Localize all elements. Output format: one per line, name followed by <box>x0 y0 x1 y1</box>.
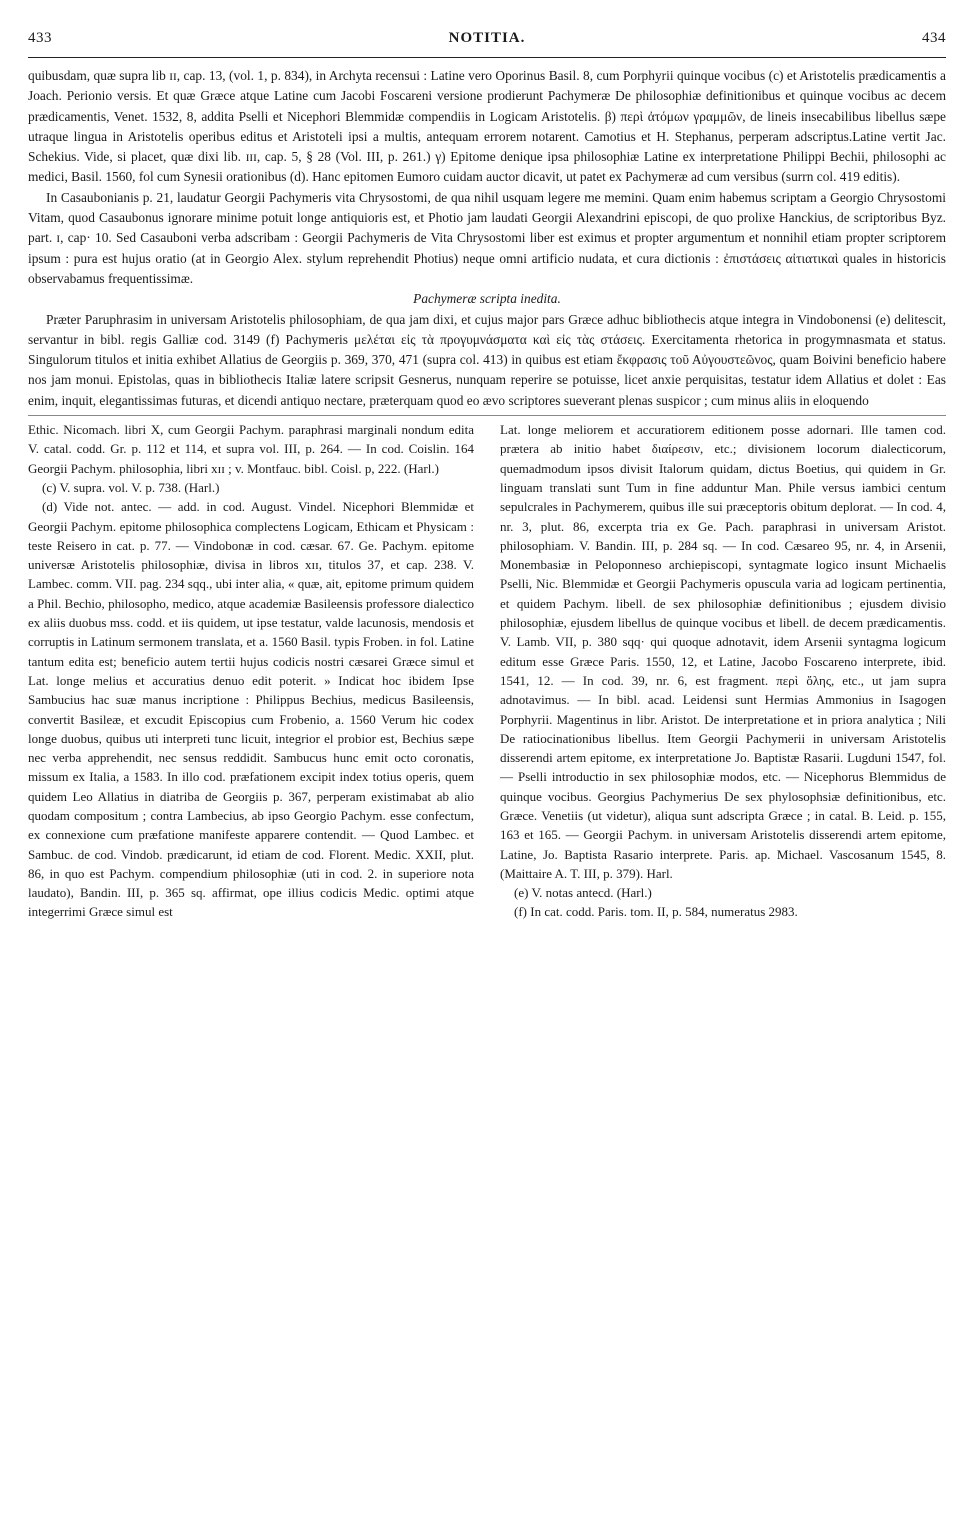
running-title: NOTITIA. <box>448 30 526 46</box>
footnotes <box>28 415 946 922</box>
footnote-d: (d) Vide not. antec. — add. in cod. August. Vindel. Nicephori Blemmidæ et Georgii Pachym. epitome philosophica complectens Logicam, Ethicam et Physicam : teste Reisero in cat. p. 77. — Vindobonæ in cod. cæsar. 67. Ge. Pachym. epitome universæ Aristotelis philosophiæ, divisa in libros xɪɪ, titulos 37, et cap. 238. V. Lambec. comm. VII. pag. 234 sqq., ubi inter alia, « quæ, ait, epitome primum quidem a Phil. Bechio, philosopho, medico, atque academiæ Basileensis professore dialectico ex aliis duobus mss. codd. et iis quidem, ut ipse testatur, valde lacunosis, mendosis et corruptis in Latinum sermonem translata, et a. 1560 Basil. typis Froben. in fol. Latine tantum edita est; beneficio autem tertii hujus codicis nostri cæsarei Græce simul et Lat. longe melius et accuratius denuo edit poterit. » Indicat hoc ibidem Ipse Sambucius hac suæ manus incriptione : Philippus Bechius, medicus Basileensis, convertit Basileæ, et excudit Episcopius cum Frobenio, a. 1560 Verum hic codex longe duobus, quibus uti interpreti tunc licuit, integrior el probior est, Bechius sæpe nec verba apprehendit, nec sensus reddidit. Sambucus hunc emit octo coronatis, missum ex Italia, a 1583. In illo cod. præfationem excipit index totius operis, quem quidem Leo Allatius in diatriba de Georgiis p. 367, perperam existimabat ab alio quodam compositum ; contra Lambecius, ab ipso Georgio Pachym. esse confectum, ex connexione cum præfatione manifeste apparere contendit. — Quod Lambec. et Sambuc. de cod. Vindob. prædicarunt, id etiam de cod. Florent. Medic. XXII, plut. 86, in quo est Pachym. compendium philosophiæ (uti in cod. 2. in superiore nota laudato), Bandin. III, p. 365 sq. affirmat, ope illius codicis Medic. optimi atque integerrimi Græce simul est <box>28 499 474 920</box>
footnote-c: (c) V. supra. vol. V. p. 738. (Harl.) <box>42 479 220 495</box>
paragraph-2: In Casaubonianis p. 21, laudatur Georgii Pachymeris vita Chrysostomi, de qua nihil usquam legere me memini. Quam enim habemus scriptam a Georgio Chrysostomi Vitam, quod Casaubonus ignorare minime potuit longe antiquioris est, et Photio jam laudati Georgii Alexandrini episcopi, de quo prolixe Hanckius, de scriptoribus Byz. part. ɪ, cap· 10. Sed Casauboni verba adscribam : Georgii Pachymeris de Vita Chrysostomi liber est eximus et propter argumentum et nonnihil etiam propter scriptorem ipsum : pura est hujus oratio (at in Georgio Alex. stylum reprehendit Photius) neque omni artificio nudata, et cura dictionis : ἐπιστάσεις αἰτιατικαὶ quales in historicis observabamus frequentissimæ. <box>28 189 947 286</box>
right-page-number: 434 <box>922 30 946 46</box>
footnote-continuation: Ethic. Nicomach. libri X, cum Georgii Pachym. paraphrasi marginali nondum edita V. catal. codd. Gr. p. 112 et 114, et supra vol. III, p. 264. — In cod. Coislin. 164 Georgii Pachym. philosophia, libri xɪɪ ; v. Montfauc. bibl. Coisl. p, 222. (Harl.) <box>28 422 474 476</box>
paragraph-3: Præter Paruphrasim in universam Aristotelis philosophiam, de qua jam dixi, et cujus major pars Græce adhuc bibliothecis atque integra in Vindobonensi (e) delitescit, servantur in bibl. regis Galliæ cod. 3149 (f) Pachymeris μελέται εἰς τὰ προγυμνάσματα καὶ εἰς τὰς στάσεις. Exercitamenta rhetorica in progymnasmata et status. Singulorum titulos et initia exhibet Allatius de Georgiis p. 369, 370, 471 (supra col. 413) in quibus est etiam ἔκφρασις τοῦ Αὐγουστεῶνος, quam Boivini beneficio habere nos jam monui. Epistolas, quas in bibliothecis Italiæ latere scripsit Gesnerus, nunquam reperire se potuisse, licet anxie perquisitas, testatur idem Allatius et dolet : Eas enim, inquit, elegantissimas futuras, et dicendi antiquo nectare, præterquam quod eo ævo scriptores sueverant plenas suspicor ; cum minus aliis in eloquendo <box>28 311 946 408</box>
left-page-number: 433 <box>28 30 52 46</box>
footnotes-right-column <box>500 420 946 922</box>
footnote-e: (e) V. notas antecd. (Harl.) <box>514 885 652 901</box>
footnotes-left-column <box>28 420 474 922</box>
paragraph-1: quibusdam, quæ supra lib ɪɪ, cap. 13, (vol. 1, p. 834), in Archyta recensui : Latine vero Oporinus Basil. 8, cum Porphyrii quinque vocibus (c) et Aristotelis prædicamentis a Joach. Perionio versis. Et quæ Græce atque Latine cum Jacobi Foscareni versione prodierunt Pachymeræ De philosophiæ definitionibus et quinque vocibus ac decem prædicamentis, Venet. 1532, 8, addita Pselli et Nicephori Blemmidæ compendiis in Logicam Aristotelis. β) περὶ ἀτόμων γραμμῶν, de lineis insecabilibus libellus sæpe utraque lingua in Aristotelis operibus editus et Aristoteli ipsi a multis, antequam errorem notarent. Camotius et H. Stephanus, perperam adscriptus.Latine vertit Jac. Schekius. Vide, si placet, quæ dixi lib. ɪɪɪ, cap. 5, § 28 (Vol. III, p. 261.) γ) Epitome denique ipsa philosophiæ Latine ex interpretatione Philippi Bechii, philosophi ac medici, Basil. 1560, fol cum Synesii orationibus (d). Hanc epitomen Eumoro cuidam auctor dicavit, ut patet ex Pachymeræ ad cum versibus (surrn col. 419 editis). <box>28 68 946 185</box>
main-text <box>28 66 946 411</box>
footnote-f: (f) In cat. codd. Paris. tom. II, p. 584, numeratus 2983. <box>514 904 798 920</box>
section-heading: Pachymeræ scripta inedita. <box>413 291 561 307</box>
footnote-d-continuation: Lat. longe meliorem et accuratiorem editionem posse adornari. Ille tamen cod. prætera ab initio habet διαίρεσιν, etc.; divisionem locorum dialecticorum, quemadmodum ipsos divisit Italorum quidam, dictus Boetius, qui quidem in Gr. linguam translati sunt Tum in fine adduntur Man. Phile versus iambici centum sepulcrales in Pachymerem, quibus ille sui præceptoris obitum deplorat. — In cod. 4, nr. 3, plut. 86, excerpta tria ex Ge. Pach. paraphrasi in universam Aristot. philosophiam. V. Bandin. III, p. 284 sq. — In cod. Cæsareo 95, nr. 4, in Arsenii, Monembasiæ in Peloponneso archiepiscopi, syntagmate logico insunt Michaelis Pselli, Nic. Blemmidæ et Georgii Pachymeris opuscula varia ad logicam pertinentia, et quidem Pachym. libell. de sex philosophiæ definitionibus ; ejusdem divisio philosophiæ, ejusdem libellus de quinque vocibus et libell. de decem prædicamentis. V. Lamb. VII, p. 380 sqq· qui quoque adnotavit, idem Arsenii syntagma logicum editum esse Græce Paris. 1550, 12, et Latine, Jacobo Foscareno interprete, ibid. 1541, 12. — In cod. 39, nr. 6, est fragment. περὶ ὅλης, etc., ut jam supra adnotavimus. — In bibl. acad. Leidensi sunt Hermias Ammonius in Isagogen Porphyrii. Magentinus in libr. Aristot. De interpretatione et in priora analytica ; Nili De ratiocinationibus libellus. Item Georgii Pachymerii in universam Aristotelis disserendi artem epitome, ex interpretatione Jo. Baptistæ Rasarii. Lugduni 1547, fol. — Pselli introductio in sex philosophiæ modos, etc. — Nicephorus Blemmidus de quinque vocibus. Georgius Pachymerius De sex phylosophsiæ definitionibus, etc. Græce. Venetiis (ut videtur), aliqua sunt adscripta Græce ; in catal. B. Leid. p. 155, 163 et 165. — Georgii Pachym. in universam Aristotelis disserendi artem epitome, Latine, Jo. Baptista Rasario interprete. Paris. ap. Michael. Vascosanum 1545, 8. (Maittaire A. T. III, p. 379). Harl. <box>500 422 946 881</box>
header-rule <box>28 57 946 58</box>
page-header <box>28 30 946 54</box>
